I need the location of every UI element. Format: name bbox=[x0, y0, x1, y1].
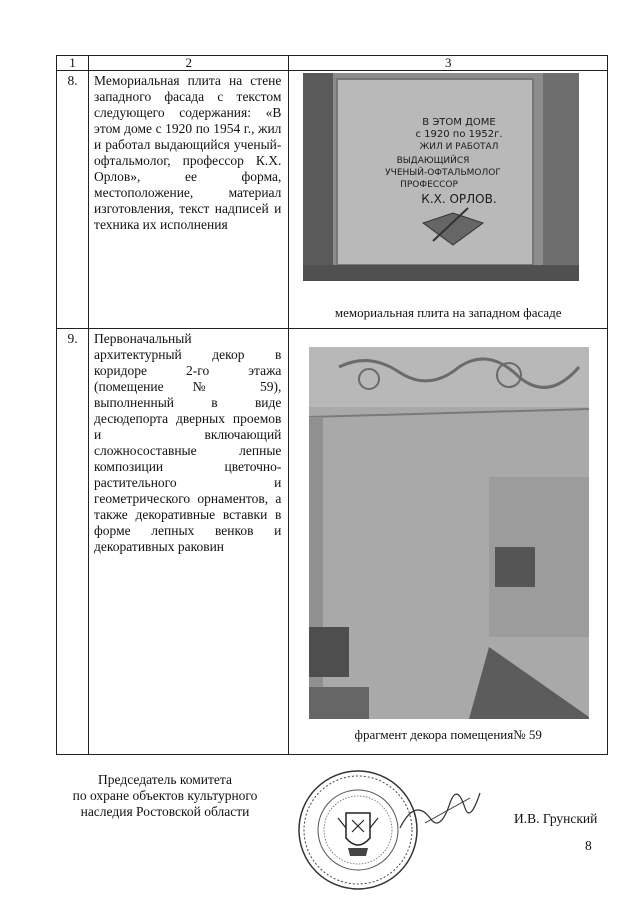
table-header-row bbox=[57, 56, 608, 71]
signatory-name: И.В. Грунский bbox=[514, 811, 598, 826]
signatory-title-line: наследия Ростовской области bbox=[80, 804, 250, 819]
document-table bbox=[56, 55, 608, 755]
header-cell-2: 2 bbox=[89, 56, 289, 71]
row-number: 9. bbox=[57, 329, 89, 755]
photo-caption: фрагмент декора помещения№ 59 bbox=[354, 727, 542, 742]
row-description: Мемориальная плита на стене западного фасада с текстом следующего содержания: «В этом доме с 1920 по 1954 г., жил и работал выдающийся ученый-офтальмолог, профессор К.Х. Орлов», ее форма, местоположение, материал изготовления, текст надписей и техника их исполнения bbox=[89, 71, 289, 329]
plaque-line-4: ВЫДАЮЩИЙСЯ bbox=[396, 156, 470, 166]
row-description: Первоначальный архитектурный декор в коридоре 2-го этажа (помещение № 59), выполненный в виде десюдепорта дверных проемов и включающий сложносоставные лепные композиции цветочно-растительного и геометрического орнаментов, а также декоративные вставки в форме лепных венков и декоративных раковин bbox=[89, 329, 289, 755]
page-number: 8 bbox=[585, 838, 592, 853]
row-photo-cell bbox=[289, 71, 608, 329]
signatory-title-line: Председатель комитета bbox=[98, 772, 232, 787]
row-number: 8. bbox=[57, 71, 89, 329]
signatory-title-line: по охране объектов культурного bbox=[72, 788, 258, 803]
plaque-line-6: ПРОФЕССОР bbox=[400, 180, 459, 190]
table-row bbox=[57, 329, 608, 755]
memorial-plaque-photo bbox=[303, 73, 579, 281]
plaque-line-7: К.Х. ОРЛОВ. bbox=[421, 192, 498, 206]
row-photo-cell bbox=[289, 329, 608, 755]
photo-caption: мемориальная плита на западном фасаде bbox=[334, 305, 562, 320]
header-cell-1: 1 bbox=[57, 56, 89, 71]
decor-fragment-photo bbox=[309, 347, 589, 719]
plaque-line-2: с 1920 по 1952г. bbox=[415, 129, 503, 140]
header-cell-3: 3 bbox=[289, 56, 608, 71]
plaque-line-3: ЖИЛ И РАБОТАЛ bbox=[419, 142, 499, 152]
plaque-line-1: В ЭТОМ ДОМЕ bbox=[422, 117, 497, 128]
signature-icon bbox=[395, 778, 485, 838]
table-row bbox=[57, 71, 608, 329]
signatory-title bbox=[60, 772, 270, 820]
plaque-line-5: УЧЕНЫЙ-ОФТАЛЬМОЛОГ bbox=[385, 168, 502, 178]
